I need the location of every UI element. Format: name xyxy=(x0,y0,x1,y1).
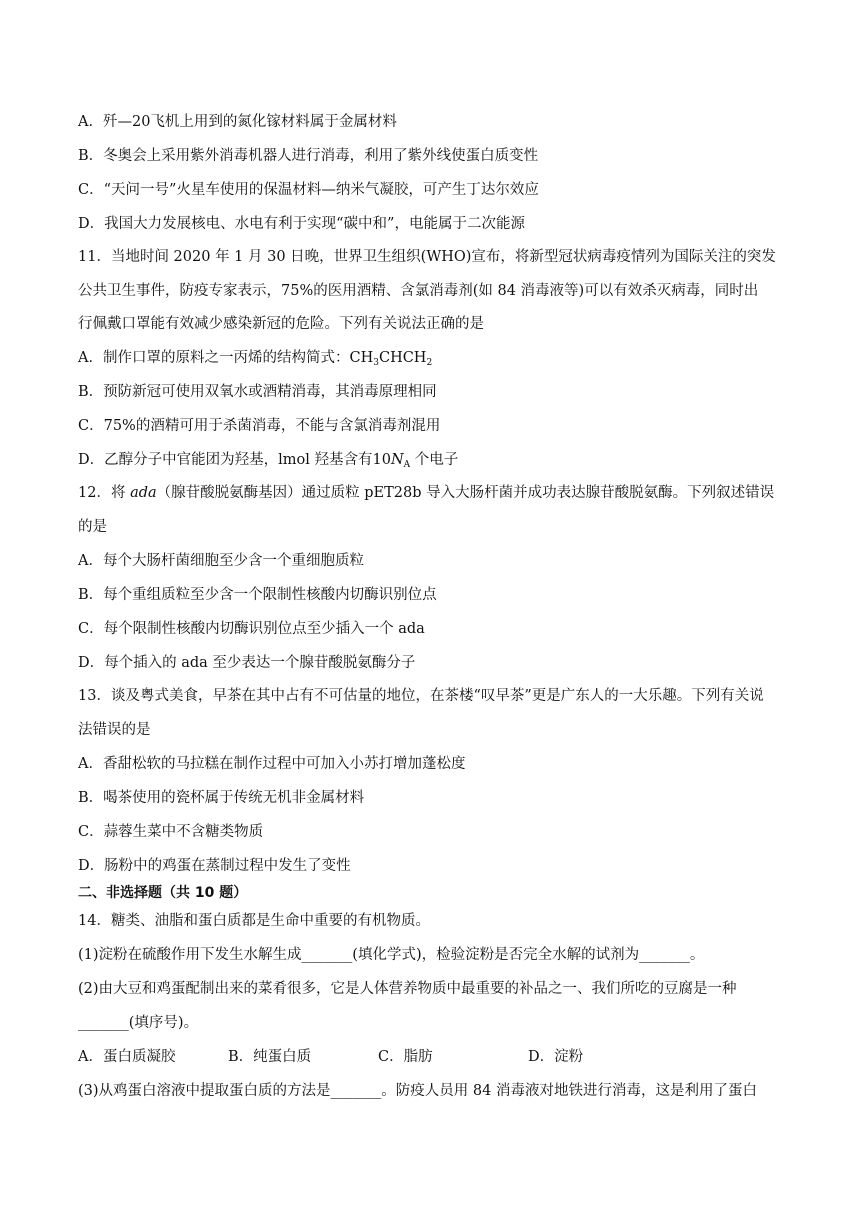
q11-option-d-avogadro: $10N_A$ xyxy=(372,452,411,470)
q14-part-1: (1)淀粉在硫酸作用下发生水解生成_______(填化学式)，检验淀粉是否完全水解的试剂为_______。 xyxy=(78,947,705,963)
section-heading: 二、非选择题（共 10 题） xyxy=(78,885,248,901)
q12-stem-line-2: 的是 xyxy=(78,519,107,535)
q11-option-c: C．75%的酒精可用于杀菌消毒，不能与含氯消毒剂混用 xyxy=(78,418,441,434)
q10-option-c: C．“天问一号”火星车使用的保温材料—纳米气凝胶，可产生丁达尔效应 xyxy=(78,182,539,198)
q11-stem-line-1: 11．当地时间 2020 年 1 月 30 日晚，世界卫生组织(WHO)宣布，将新型冠状病毒疫情列为国际关注的突发 xyxy=(78,249,776,265)
q11-option-a xyxy=(78,349,432,372)
q13-option-d: D．肠粉中的鸡蛋在蒸制过程中发生了变性 xyxy=(78,858,351,874)
q12-option-c: C．每个限制性核酸内切酶识别位点至少插入一个 ada xyxy=(78,621,425,637)
gene-name: ada xyxy=(130,485,157,501)
q14-option-d: D．淀粉 xyxy=(528,1049,584,1065)
q10-option-d: D．我国大力发展核电、水电有利于实现“碳中和”，电能属于二次能源 xyxy=(78,216,525,232)
q14-option-a: A．蛋白质凝胶 xyxy=(78,1049,176,1065)
q11-stem-line-2: 公共卫生事件，防疫专家表示，75%的医用酒精、含氯消毒剂(如 84 消毒液等)可以有效杀灭病毒，同时出 xyxy=(78,283,759,299)
q13-option-b: B．喝茶使用的瓷杯属于传统无机非金属材料 xyxy=(78,790,365,806)
q14-part-3: (3)从鸡蛋白溶液中提取蛋白质的方法是_______。防疫人员用 84 消毒液对地铁进行消毒，这是利用了蛋白 xyxy=(78,1083,757,1099)
q11-option-d-text: D．乙醇分子中官能团为羟基，lmol 羟基含有 xyxy=(78,452,373,468)
q13-stem-line-2: 法错误的是 xyxy=(78,722,151,738)
q14-stem: 14．糖类、油脂和蛋白质都是生命中重要的有机物质。 xyxy=(78,913,430,929)
q11-option-d: D．乙醇分子中官能团为羟基，lmol 羟基含有$10N_A$ 个电子 xyxy=(78,452,459,470)
q14-part-2-line-2: _______(填序号)。 xyxy=(78,1015,199,1031)
q11-option-a-text: A．制作口罩的原料之一丙烯的结构简式： xyxy=(78,350,350,366)
q10-option-b: B．冬奥会上采用紫外消毒机器人进行消毒，利用了紫外线使蛋白质变性 xyxy=(78,148,539,164)
q10-option-a: A．歼—20飞机上用到的氮化镓材料属于金属材料 xyxy=(78,114,397,130)
q11-option-b: B．预防新冠可使用双氧水或酒精消毒，其消毒原理相同 xyxy=(78,384,437,400)
q11-stem-line-3: 行佩戴口罩能有效减少感染新冠的危险。下列有关说法正确的是 xyxy=(78,316,484,332)
q13-option-c: C．蒜蓉生菜中不含糖类物质 xyxy=(78,824,264,840)
q14-option-b: B．纯蛋白质 xyxy=(228,1049,312,1065)
q12-option-d: D．每个插入的 ada 至少表达一个腺苷酸脱氨酶分子 xyxy=(78,655,416,671)
q14-part-2-line-1: (2)由大豆和鸡蛋配制出来的菜肴很多，它是人体营养物质中最重要的补品之一、我们所吃的豆腐是一种 xyxy=(78,981,737,997)
q14-option-c: C．脂肪 xyxy=(378,1049,433,1065)
q12-option-a: A．每个大肠杆菌细胞至少含一个重细胞质粒 xyxy=(78,553,364,569)
q12-option-b: B．每个重组质粒至少含一个限制性核酸内切酶识别位点 xyxy=(78,587,437,603)
q13-option-a: A．香甜松软的马拉糕在制作过程中可加入小苏打增加蓬松度 xyxy=(78,756,466,772)
q12-stem-line-1: 12．将 ada（腺苷酸脱氨酶基因）通过质粒 pET28b 导入大肠杆菌并成功表达腺苷酸脱氨酶。下列叙述错误 xyxy=(78,485,775,501)
q13-stem-line-1: 13．谈及粤式美食，早茶在其中占有不可估量的地位，在茶楼“叹早茶”更是广东人的一大乐趣。下列有关说 xyxy=(78,688,764,704)
q11-option-a-formula: $CH_3CHCH_2$ xyxy=(349,350,433,368)
